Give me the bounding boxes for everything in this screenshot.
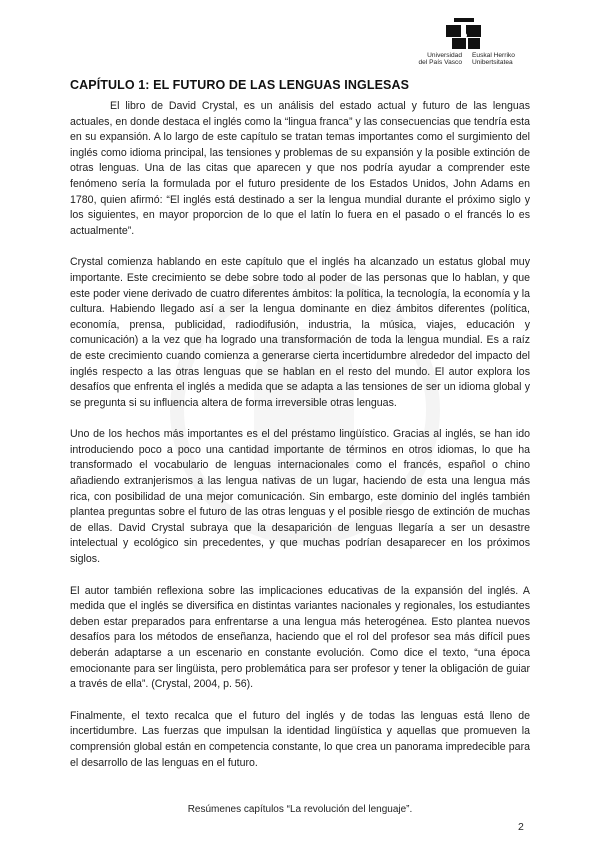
university-emblem-icon — [446, 18, 486, 50]
paragraph-intro: El libro de David Crystal, es un análisis del estado actual y futuro de las lenguas actuales, en donde destaca el inglés como la “lingua franca” y las consecuencias que tendría esta en su expansión. A lo largo de este capítulo se tratan temas importantes como el surgimiento del inglés como idioma principal, las tensiones y problemas de su expansión y la posible extinción de otras lenguas. Una de las citas que aparecen y que nos podría ayudar a comprender este fenómeno sería la formulada por el futuro presidente de los Estados Unidos, John Adams en 1780, quien afirmó: “El inglés está destinado a ser la lengua mundial durante el próximo siglo y los siguientes, en mayor proporcion de lo que el latín lo fuera en el pasado o el francés lo es actualmente”. — [70, 100, 530, 237]
paragraph-conclusion: Finalmente, el texto recalca que el futuro del inglés y de todas las lenguas está lleno de incertidumbre. Las fuerzas que impulsan la identidad lingüística y aquellas que promueven la comprensión global están en competencia constante, lo que crea un panorama impredecible para el desarrollo de las lenguas en el futuro. — [70, 709, 530, 769]
chapter-title: CAPÍTULO 1: EL FUTURO DE LAS LENGUAS INGLESAS — [70, 78, 410, 92]
university-logo — [410, 18, 550, 80]
paragraph-linguistic-borrowing: Uno de los hechos más importantes es el del préstamo lingüístico. Gracias al inglés, se han ido introduciendo poco a poco una cantidad importante de términos en otros idiomas, lo que ha transformado el vocabulario de lenguas internacionales como el francés, español o chino añadiendo extranjerismos a las lengua nativas de un lugar, haciendo de esta una lengua más rica, con posibilidad de una mejor comunicación. Sin embargo, este dominio del inglés también plantea preguntas sobre el futuro de las otras lenguas y el posible riesgo de extinción de muchas de ellas. David Crystal subraya que la desaparición de lenguas llegaría a ser un desastre intelectual y ecológico sin precedentes, y que muchas podrían desaparecer en los próximos siglos. — [70, 428, 530, 566]
paragraph-global-status: Crystal comienza hablando en este capítulo que el inglés ha alcanzado un estatus global muy importante. Este crecimiento se debe sobre todo al poder de las personas que lo hablan, y que este poder viene derivado de cuatro diferentes ámbitos: la política, la tecnología, la economía y la cultura. Habiendo llegado así a ser la lengua dominante en diez ámbitos diferentes (política, economía, prensa, publicidad, radiodifusión, industria, la música, viajes, educación y comunicación) a la vez que ha logrado una transformación de toda la lengua mundial. Es a raíz de este crecimiento cuando comienza a generarse cierta incertidumbre alrededor del impacto del inglés respecto a las otras lenguas que se hablan en el resto del mundo. El autor explora los desafíos que enfrenta el inglés a medida que se adapta a las tensiones de ser un idioma global y se pregunta si su influencia altera de forma irreversible otras lenguas. — [70, 256, 530, 409]
paragraph-education: El autor también reflexiona sobre las implicaciones educativas de la expansión del inglés. A medida que el inglés se diversifica en distintas variantes nacionales y regionales, los estudiantes deben estar preparados para enfrentarse a una lengua más heterogénea. Esto plantea nuevos desafíos para los métodos de enseñanza, haciendo que el rol del profesor sea más difícil pues deberán adaptarse a un escenario en constante evolución. Como dice el texto, “una época emocionante para ser lingüista, pero problemática para ser profesor y tener la obligación de guiar a través de ella”. (Crystal, 2004, p. 56). — [70, 584, 530, 691]
page-number: 2 — [518, 821, 524, 833]
logo-text-spanish: Universidad del País Vasco — [418, 52, 462, 67]
logo-text-basque: Euskal Herriko Unibertsitatea — [472, 52, 515, 67]
page-footer: Resúmenes capítulos “La revolución del lenguaje”. — [187, 804, 413, 815]
document-body — [70, 99, 530, 787]
